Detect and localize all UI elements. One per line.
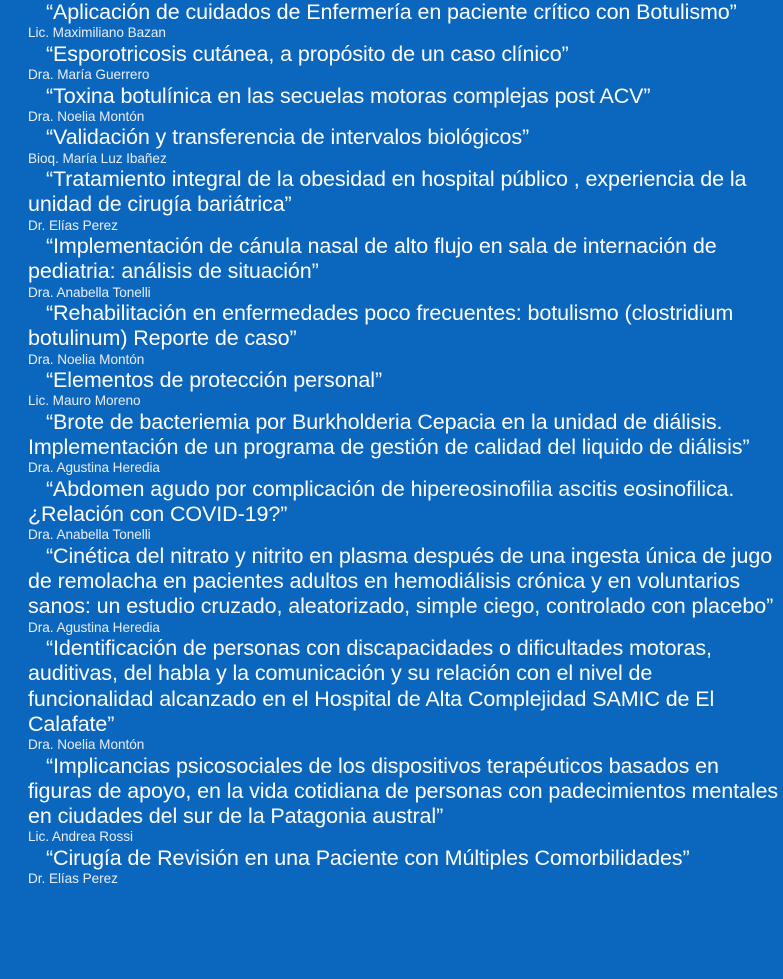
entry-title: “Validación y transferencia de intervalos biológicos” <box>46 125 530 150</box>
entry-author: Dra. Agustina Heredia <box>28 619 160 635</box>
presentation-entry-list <box>28 0 780 888</box>
presentation-entry <box>28 301 780 368</box>
entry-title: “Tratamiento integral de la obesidad en hospital público , experiencia de la unidad de cirugía bariátrica” <box>28 167 747 217</box>
entry-title: “Elementos de protección personal” <box>46 368 383 393</box>
entry-title: “Identificación de personas con discapacidades o dificultades motoras, auditivas, del habla y la comunicación y su relación con el nivel de funcionalidad alcanzado en el Hospital de Alta Complejidad SAMIC de El Calafate” <box>28 636 715 736</box>
entry-title: “Implicancias psicosociales de los dispositivos terapéuticos basados en figuras de apoyo, en la vida cotidiana de personas con padecimientos mentales en ciudades del sur de la Patagonia austral” <box>28 753 779 828</box>
entry-author: Lic. Andrea Rossi <box>28 829 133 845</box>
presentation-entry <box>28 636 780 753</box>
presentation-entry <box>28 84 780 126</box>
presentation-entry <box>28 42 780 84</box>
presentation-entry <box>28 167 780 234</box>
entry-author: Dr. Elías Perez <box>28 871 118 886</box>
presentation-entry <box>28 368 780 410</box>
presentation-entry <box>28 234 780 301</box>
entry-title: “Aplicación de cuidados de Enfermería en paciente crítico con Botulismo” <box>46 0 737 24</box>
entry-author: Dr. Elías Perez <box>28 217 118 233</box>
entry-title: “Cirugía de Revisión en una Paciente con Múltiples Comorbilidades” <box>46 845 690 870</box>
entry-author: Dra. Noelia Montón <box>28 108 145 124</box>
entry-title: “Toxina botulínica en las secuelas motoras complejas post ACV” <box>46 83 651 108</box>
entry-title: “Brote de bacteriemia por Burkholderia Cepacia en la unidad de diálisis. Implementación de un programa de gestión de calidad del liquido de diálisis” <box>28 409 750 460</box>
entry-author: Lic. Maximiliano Bazan <box>28 25 166 41</box>
entry-title: “Abdomen agudo por complicación de hipereosinofilia ascitis eosinofilica. ¿Relación con COVID-19?” <box>28 476 735 527</box>
entry-title: “Cinética del nitrato y nitrito en plasma después de una ingesta única de jugo de remolacha en pacientes adultos en hemodiálisis crónica y en voluntarios sanos: un estudio cruzado, aleatorizado, simple ciego, controlado con placebo” <box>28 543 774 619</box>
entry-title: “Implementación de cánula nasal de alto flujo en sala de internación de pediatria: análisis de situación” <box>28 234 717 284</box>
presentation-entry <box>28 410 780 477</box>
entry-title: “Esporotricosis cutánea, a propósito de un caso clínico” <box>46 41 569 66</box>
presentation-entry <box>28 477 780 544</box>
presentation-entry <box>28 0 780 42</box>
entry-author: Dra. Agustina Heredia <box>28 460 160 476</box>
presentation-entry <box>28 754 780 846</box>
entry-author: Lic. Mauro Moreno <box>28 393 141 409</box>
entry-author: Bioq. María Luz Ibañez <box>28 150 167 166</box>
entry-author: Dra. Noelia Montón <box>28 737 145 752</box>
entry-author: Dra. Anabella Tonelli <box>28 527 151 543</box>
entry-author: Dra. Anabella Tonelli <box>28 284 151 300</box>
presentation-entry <box>28 125 780 167</box>
presentation-entry <box>28 846 780 888</box>
entry-author: Dra. Noelia Montón <box>28 351 145 367</box>
entry-author: Dra. María Guerrero <box>28 67 150 82</box>
entry-title: “Rehabilitación en enfermedades poco frecuentes: botulismo (clostridium botulinum) Reporte de caso” <box>28 301 734 351</box>
presentation-entry <box>28 544 780 636</box>
